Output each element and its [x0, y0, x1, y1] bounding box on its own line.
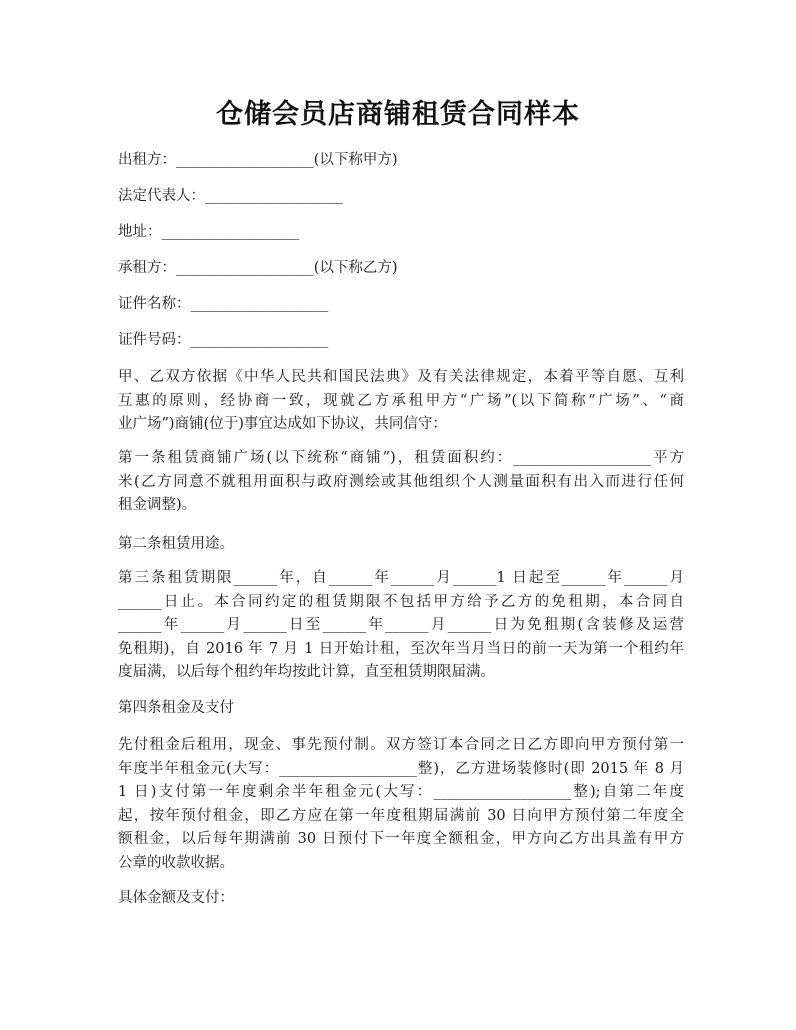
article-2-paragraph	[118, 533, 684, 557]
article-3-line: 第三条租赁期限______年，自______年______月______1 日起至______年______月	[118, 570, 684, 586]
article-3-line: ______年______月______日至______年______月______日为免租期(含装修及运营	[118, 617, 684, 633]
payment-line: 起，按年预付租金，即乙方应在第一年度租期届满前 30 日向甲方预付第二年度全	[118, 807, 684, 824]
article-1-paragraph	[118, 447, 684, 518]
payment-line: 公章的收款收据。	[118, 854, 234, 871]
lessor-line: 出租方：___________________(以下称甲方)	[118, 152, 398, 168]
intro-paragraph	[118, 366, 684, 437]
legal-representative-line: 法定代表人：___________________	[118, 188, 343, 204]
document-title: 仓储会员店商铺租赁合同样本	[216, 99, 580, 130]
article-1-line: 第一条租赁商铺广场(以下统称“商铺”)，租赁面积约：___________________平方	[118, 450, 684, 466]
lessee-line: 承租方：___________________(以下称乙方)	[118, 260, 398, 276]
id-number-line: 证件号码：___________________	[118, 332, 329, 348]
article-3-line: ______日止。本合同约定的租赁期限不包括甲方给予乙方的免租期，本合同自	[118, 593, 684, 610]
article-3-line: 度届满，以后每个租约年均按此计算，直至租赁期限届满。	[118, 664, 495, 680]
payment-line: 先付租金后租用，现金、事先预付制。双方签订本合同之日乙方即向甲方预付第一	[118, 737, 684, 753]
article-4-heading	[118, 697, 684, 721]
amount-label: 具体金额及支付：	[118, 890, 234, 906]
address-line: 地址：___________________	[118, 224, 300, 240]
article-3-line: 免租期)，自 2016 年 7 月 1 日开始计租，至次年当月当日的前一天为第一个租约年	[118, 640, 684, 657]
article-3-paragraph	[118, 567, 684, 685]
article-4-title: 第四条租金及支付	[118, 700, 234, 716]
payment-paragraph	[118, 734, 684, 875]
intro-line: 业广场”)商铺(位于)事宜达成如下协议，共同信守：	[118, 416, 447, 432]
article-1-line: 租金调整)。	[118, 497, 197, 513]
id-name-line: 证件名称：___________________	[118, 296, 329, 312]
payment-line: 1 日)支付第一年度剩余半年租金元(大写：___________________整);自第二年度	[118, 784, 684, 800]
payment-line: 额租金，以后每年期满前 30 日预付下一年度全额租金，甲方向乙方出具盖有甲方	[118, 831, 684, 847]
intro-line: 互惠的原则，经协商一致，现就乙方承租甲方“广场”(以下简称“广场”、“商	[118, 392, 684, 409]
intro-line: 甲、乙双方依据《中华人民共和国民法典》及有关法律规定，本着平等自愿、互利	[118, 369, 684, 385]
article-1-line: 米(乙方同意不就租用面积与政府测绘或其他组织个人测量面积有出入而进行任何	[118, 473, 684, 490]
payment-line: 年度半年租金元(大写：___________________整)，乙方进场装修时(即 2015 年 8 月	[118, 760, 684, 777]
amount-heading	[118, 887, 684, 911]
article-2-line: 第二条租赁用途。	[118, 536, 234, 552]
